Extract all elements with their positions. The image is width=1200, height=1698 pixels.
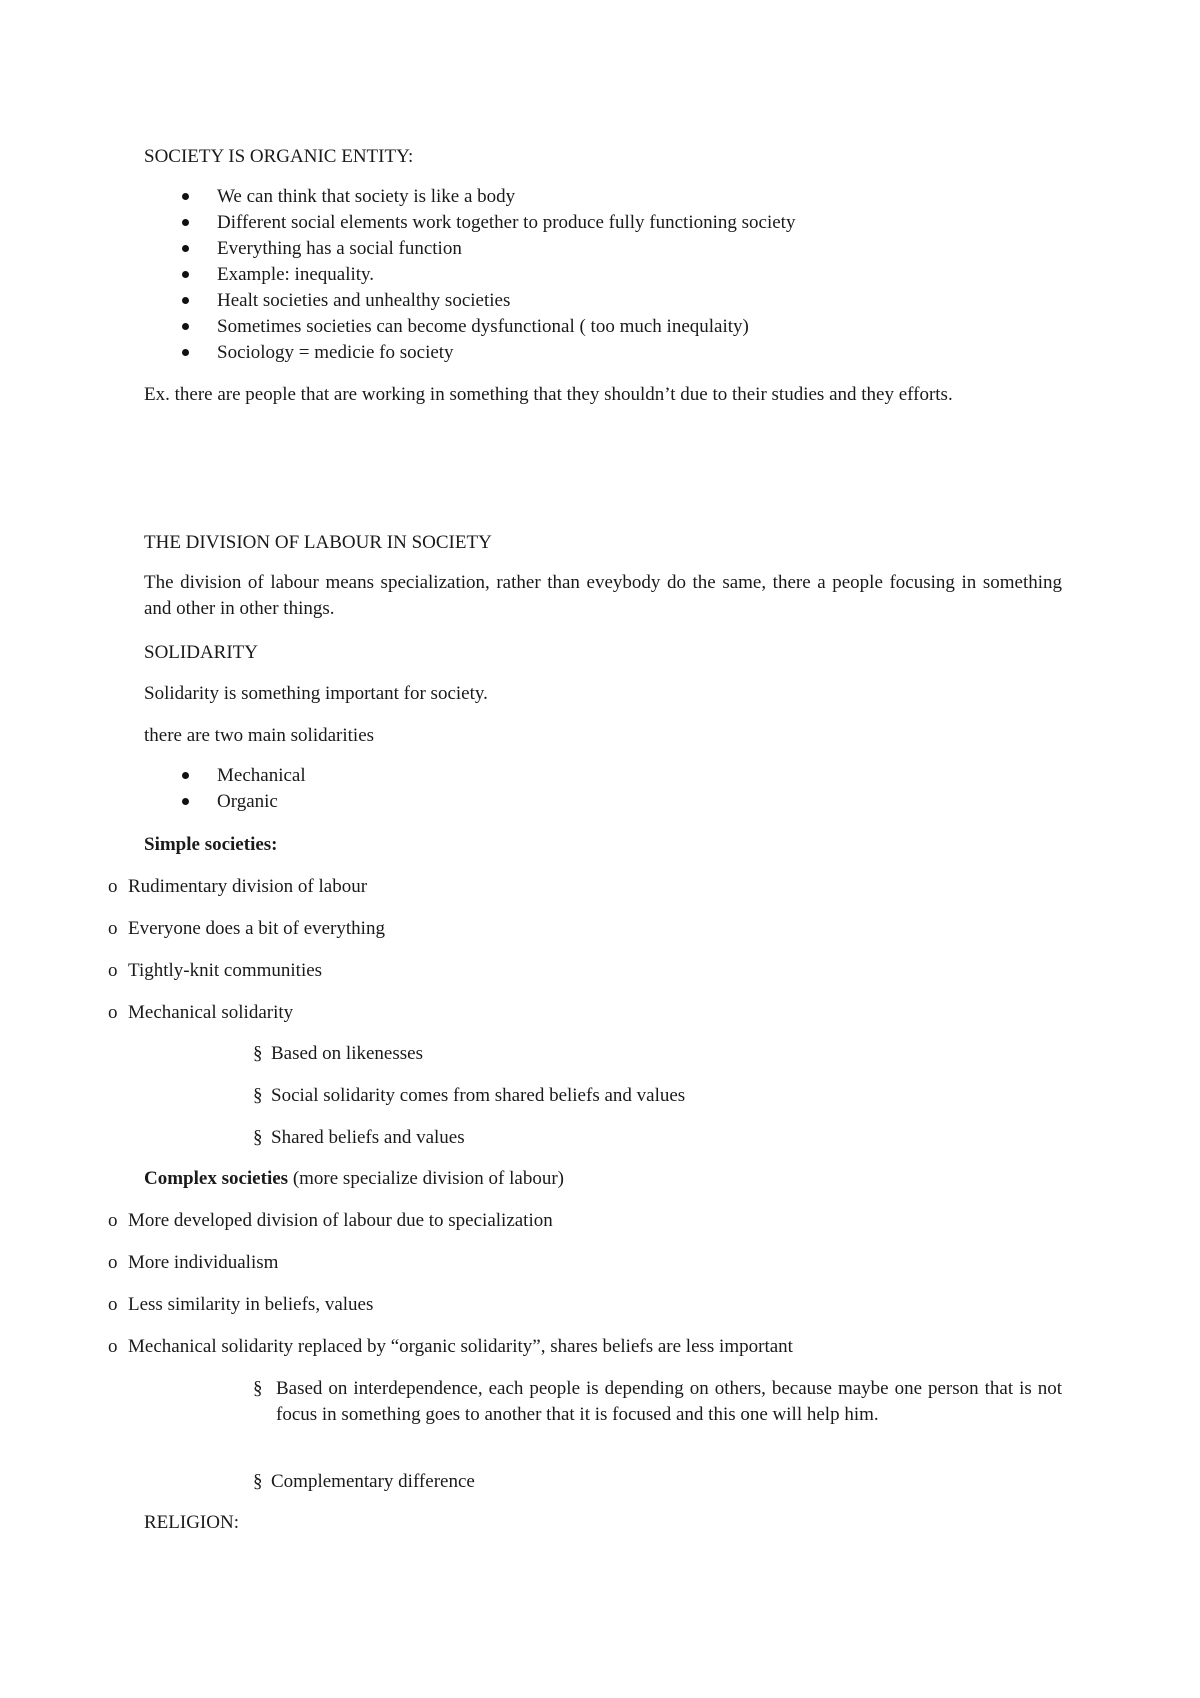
list-item-text: More individualism (128, 1252, 279, 1273)
circle-bullet-icon: o (108, 1252, 118, 1273)
section-heading-solidarity: SOLIDARITY (144, 642, 258, 663)
bullet-dot-icon (182, 323, 189, 330)
bullet-dot-icon (182, 193, 189, 200)
circle-bullet-icon: o (108, 876, 118, 897)
solidarity-line-1: Solidarity is something important for society. (144, 683, 488, 704)
complex-societies-heading-rest: (more specialize division of labour) (288, 1168, 564, 1189)
list-item-text: Sometimes societies can become dysfunctional ( too much inequlaity) (217, 316, 749, 337)
solidarity-line-2: there are two main solidarities (144, 725, 375, 746)
circle-bullet-icon: o (108, 918, 118, 939)
list-item-text: Complementary difference (271, 1471, 475, 1492)
division-of-labour-paragraph: The division of labour means specialization, rather than eveybody do the same, there a people focusing in something and other in other things. (144, 572, 1062, 619)
bullet-dot-icon (182, 349, 189, 356)
list-item-text: Mechanical solidarity (128, 1002, 294, 1023)
list-item-text: Social solidarity comes from shared beliefs and values (271, 1085, 686, 1106)
list-item-text: Everything has a social function (217, 238, 462, 259)
bullet-dot-icon (182, 798, 189, 805)
section-heading-religion: RELIGION: (144, 1512, 239, 1533)
section-heading-organic-entity: SOCIETY IS ORGANIC ENTITY: (144, 146, 414, 167)
list-item-text: Example: inequality. (217, 264, 375, 285)
list-item-text: Healt societies and unhealthy societies (217, 290, 511, 311)
list-item-text: Different social elements work together to produce fully functioning society (217, 212, 796, 233)
bullet-dot-icon (182, 297, 189, 304)
circle-bullet-icon: o (108, 1210, 118, 1231)
section-sign-bullet-icon: § (253, 1378, 263, 1399)
list-item-text: Shared beliefs and values (271, 1127, 465, 1148)
list-item-text: We can think that society is like a body (217, 186, 516, 207)
list-item-text: Based on likenesses (271, 1043, 423, 1064)
bullet-dot-icon (182, 271, 189, 278)
circle-bullet-icon: o (108, 1336, 118, 1357)
circle-bullet-icon: o (108, 1002, 118, 1023)
list-item-text: Everyone does a bit of everything (128, 918, 385, 939)
example-paragraph: Ex. there are people that are working in something that they shouldn’t due to their studies and they efforts. (144, 384, 953, 405)
circle-bullet-icon: o (108, 1294, 118, 1315)
list-item-text: Organic (217, 791, 278, 812)
list-item-text: Mechanical solidarity replaced by “organic solidarity”, shares beliefs are less important (128, 1336, 793, 1357)
complex-societies-heading (144, 1166, 564, 1192)
list-item-text: Rudimentary division of labour (128, 876, 368, 897)
list-item-text: Less similarity in beliefs, values (128, 1294, 374, 1315)
bullet-dot-icon (182, 772, 189, 779)
section-sign-bullet-icon: § (253, 1085, 263, 1106)
circle-bullet-icon: o (108, 960, 118, 981)
section-sign-bullet-icon: § (253, 1127, 263, 1148)
complex-societies-heading-bold: Complex societies (144, 1168, 289, 1189)
list-item-text: Based on interdependence, each people is depending on others, because maybe one person that is not focus in something goes to another that it is focused and this one will help him. (276, 1378, 1062, 1425)
list-item-text: More developed division of labour due to specialization (128, 1210, 553, 1231)
section-sign-bullet-icon: § (253, 1043, 263, 1064)
list-item-text: Sociology = medicie fo society (217, 342, 454, 363)
list-item-text: Tightly-knit communities (128, 960, 323, 981)
section-heading-division-of-labour: THE DIVISION OF LABOUR IN SOCIETY (144, 532, 492, 553)
bullet-dot-icon (182, 245, 189, 252)
simple-societies-heading: Simple societies: (144, 834, 278, 855)
bullet-dot-icon (182, 219, 189, 226)
section-sign-bullet-icon: § (253, 1471, 263, 1492)
list-item-text: Mechanical (217, 765, 306, 786)
